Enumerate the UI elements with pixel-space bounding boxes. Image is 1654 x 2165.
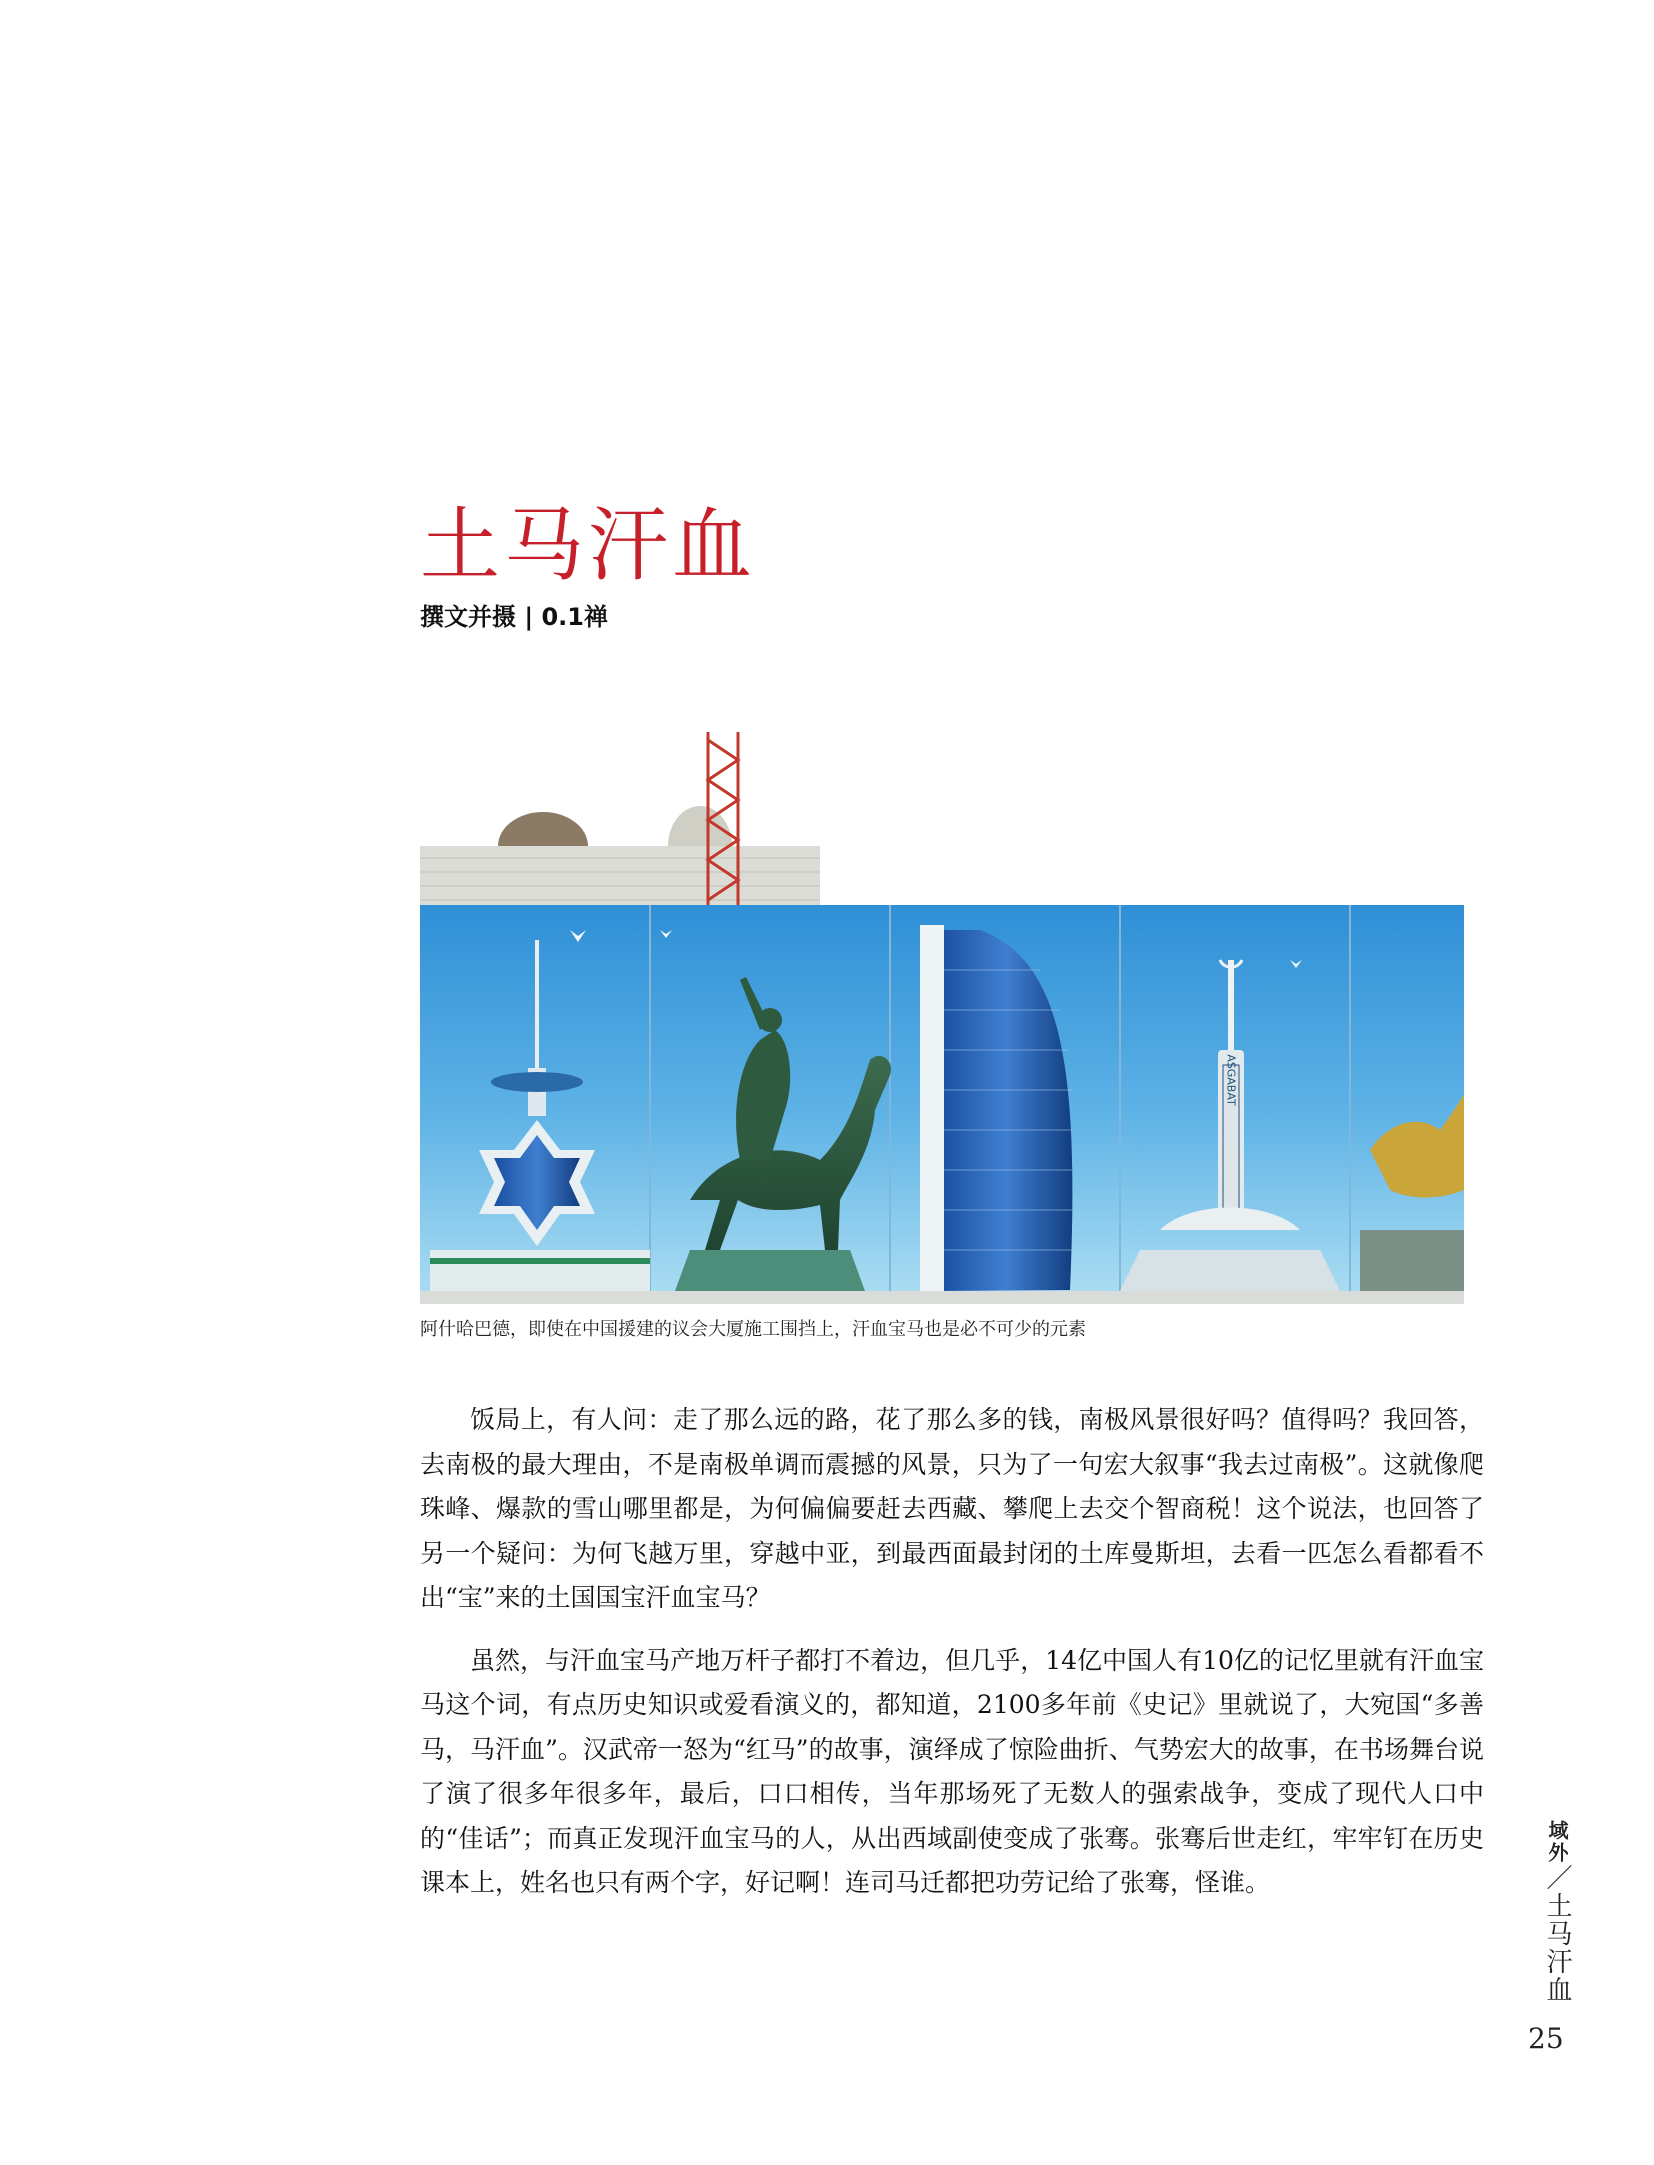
body-paragraph: 饭局上，有人问：走了那么远的路，花了那么多的钱，南极风景很好吗？值得吗？我回答，去南极的最大理由，不是南极单调而震撼的风景，只为了一句宏大叙事“我去过南极”。这就像爬珠峰、爆款的雪山哪里都是，为何偏偏要赶去西藏、攀爬上去交个智商税！这个说法，也回答了另一个疑问：为何飞越万里，穿越中亚，到最西面最封闭的土库曼斯坦，去看一匹怎么看都看不出“宝”来的土国国宝汗血宝马？ (420, 1405, 1484, 1612)
article-byline: 撰文并摄 | 0.1禅 (420, 603, 608, 631)
article-body (420, 1398, 1484, 1924)
body-paragraph: 虽然，与汗血宝马产地万杆子都打不着边，但几乎，14亿中国人有10亿的记忆里就有汗血宝马这个词，有点历史知识或爱看演义的，都知道，2100多年前《史记》里就说了，大宛国“多善马，马汗血”。汉武帝一怒为“红马”的故事，演绎成了惊险曲折、气势宏大的故事，在书场舞台说了演了很多年很多年，最后，口口相传，当年那场死了无数人的强索战争，变成了现代人口中的“佳话”；而真正发现汗血宝马的人，从出西域副使变成了张骞。张骞后世走红，牢牢钉在历史课本上，姓名也只有两个字，好记啊！连司马迁都把功劳记给了张骞，怪谁。 (420, 1645, 1484, 1897)
page-number: 25 (1528, 2022, 1564, 2055)
article-title: 土马汗血 (420, 499, 756, 592)
ashgabat-sign-text: ASGABAT (1224, 1054, 1238, 1106)
section-separator: ／ (1542, 1864, 1572, 1892)
photo-caption: 阿什哈巴德，即使在中国援建的议会大厦施工围挡上，汗血宝马也是必不可少的元素 (420, 1319, 1086, 1340)
section-sidebar (1534, 1820, 1574, 2004)
article-photo (420, 730, 1464, 1304)
section-topic: 土马汗血 (1542, 1892, 1572, 2004)
section-name: 域外 (1545, 1820, 1569, 1864)
